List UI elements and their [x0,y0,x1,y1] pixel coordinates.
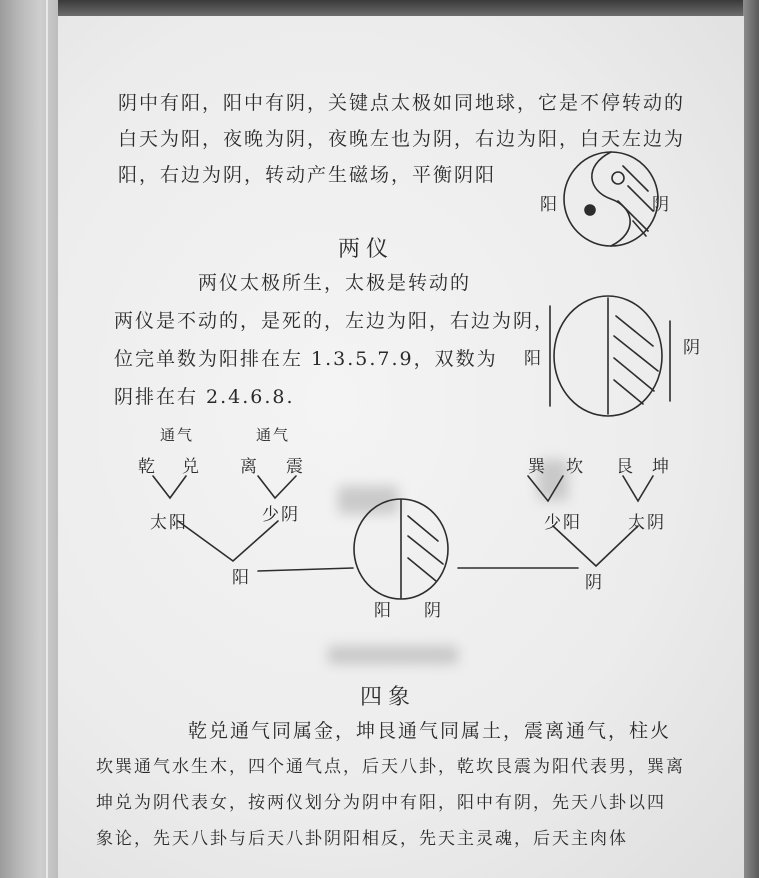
sixiang-line3: 坤兑为阴代表女，按两仪划分为阴中有阳，阳中有阴，先天八卦以四 [96,793,666,813]
label-taiyang: 太阳 [150,513,188,533]
heading-sixiang: 四象 [360,685,417,710]
liangyi-line3: 位完单数为阳排在左 1.3.5.7.9，双数为 [114,348,498,370]
liangyi-diagram [550,296,670,416]
top-shadow [58,0,759,16]
sixiang-line2: 坎巽通气水生木，四个通气点，后天八卦，乾坎艮震为阳代表男，巽离 [96,757,685,777]
liangyi-line2: 两仪是不动的，是死的，左边为阳，右边为阴， [114,310,556,332]
liangyi-line4: 阴排在右 2.4.6.8. [114,386,295,408]
trigram-qian: 乾 [138,457,157,477]
label-taiyin: 太阴 [628,513,666,533]
center-yin-label: 阴 [424,601,443,621]
center-circle-diagram [258,499,578,599]
trigram-zhen: 震 [286,457,305,477]
sixiang-line1: 乾兑通气同属金，坤艮通气同属土，震离通气，柱火 [188,720,672,742]
trigram-gen: 艮 [616,457,635,477]
left-connector [258,568,353,571]
taiji-s-curve [592,152,630,246]
taiji-yin-label: 阴 [652,195,671,215]
heading-liangyi: 两仪 [338,237,395,262]
notebook-binding [0,0,58,878]
sixiang-line4: 象论，先天八卦与后天八卦阴阳相反，先天主灵魂，后天主肉体 [96,829,628,849]
center-yang-label: 阳 [374,601,393,621]
trigram-kan: 坎 [566,457,585,477]
trigram-dui: 兑 [182,457,201,477]
taiji-yang-label: 阳 [540,195,559,215]
trigram-xun: 巽 [528,457,547,477]
liangyi-line1: 两仪太极所生，太极是转动的 [198,272,472,294]
taiji-filled-dot [585,205,595,215]
label-shaoyang: 少阳 [544,513,582,533]
trigram-li: 离 [240,457,259,477]
para1-line1: 阴中有阳，阳中有阴，关键点太极如同地球，它是不停转动的 [118,92,686,114]
label-shaoyin: 少阴 [262,505,300,525]
left-root-yang: 阳 [232,568,251,588]
right-root-yin: 阴 [585,573,604,593]
para1-line2: 白天为阳，夜晚为阴，夜晚左也为阴，右边为阳，白天左边为 [118,128,686,150]
note-tongqi-2: 通气 [256,426,291,444]
taiji-small-dot [612,172,624,184]
para1-line3: 阳，右边为阴，转动产生磁场，平衡阴阳 [118,164,497,186]
liangyi-yang-label: 阳 [524,349,543,369]
liangyi-yin-label: 阴 [683,338,702,358]
note-tongqi-1: 通气 [160,426,195,444]
trigram-kun: 坤 [652,457,671,477]
taiji-symbol [564,152,658,246]
center-hatching [408,516,443,581]
right-edge [743,0,759,878]
